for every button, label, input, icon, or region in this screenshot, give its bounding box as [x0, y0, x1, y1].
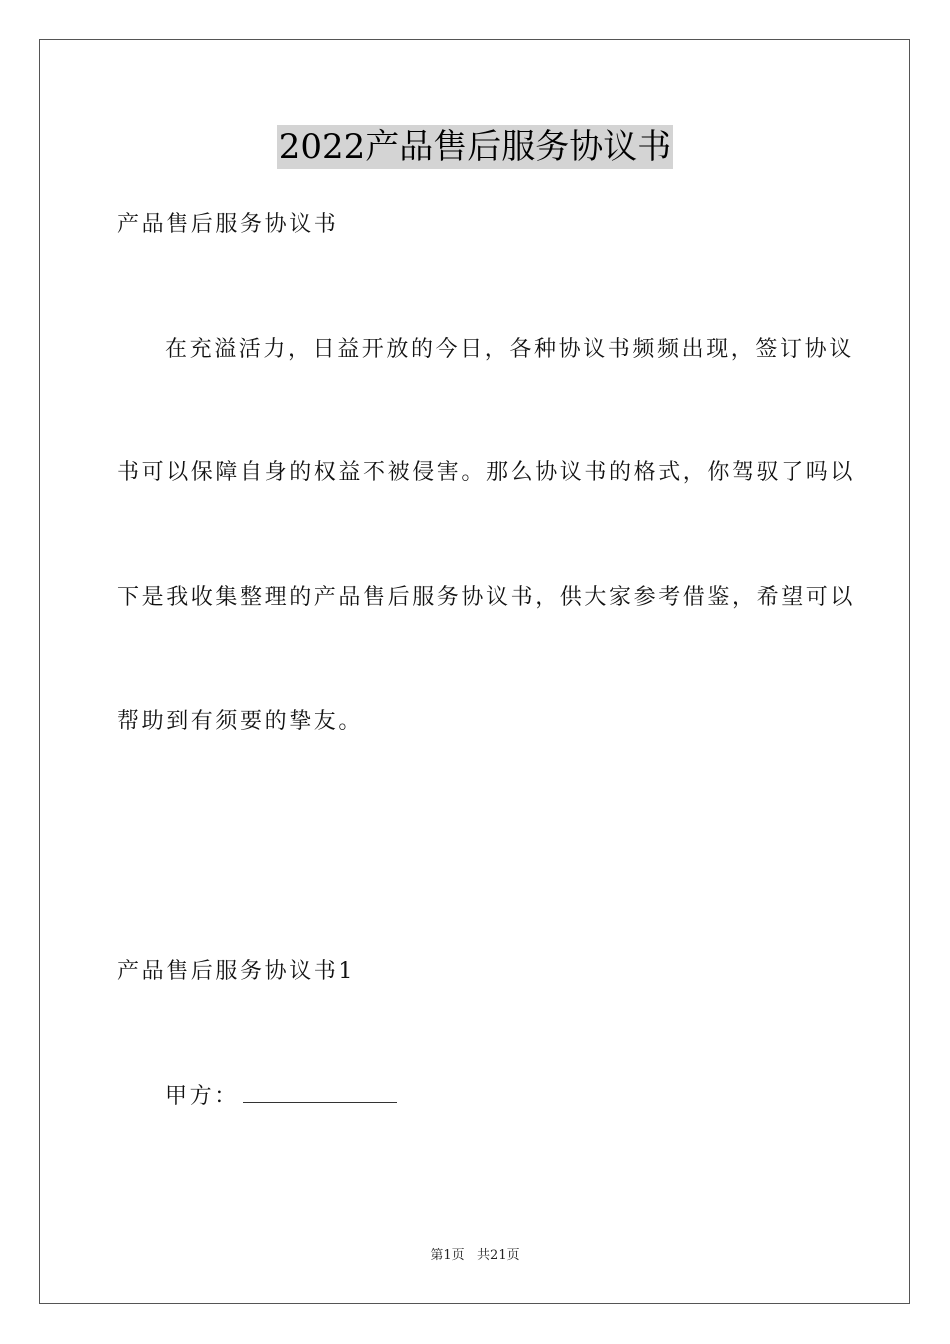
paragraph-line-4: 帮助到有须要的挚友。 [117, 709, 364, 734]
paragraph-line-1: 在充溢活力，日益开放的今日，各种协议书频频出现，签订协议 [165, 337, 854, 362]
title-container [0, 125, 950, 169]
section-heading: 产品售后服务协议书1 [117, 959, 355, 984]
page-footer: 第1页 共21页 [430, 1248, 520, 1263]
party-a-row [165, 1082, 397, 1112]
party-a-label: 甲方： [165, 1084, 239, 1109]
document-subtitle: 产品售后服务协议书 [117, 212, 339, 237]
paragraph-line-3: 下是我收集整理的产品售后服务协议书，供大家参考借鉴，希望可以 [117, 585, 856, 610]
document-title: 2022产品售后服务协议书 [278, 127, 672, 167]
party-a-blank-field[interactable] [243, 1082, 397, 1103]
paragraph-line-2: 书可以保障自身的权益不被侵害。那么协议书的格式，你驾驭了吗以 [117, 460, 856, 485]
